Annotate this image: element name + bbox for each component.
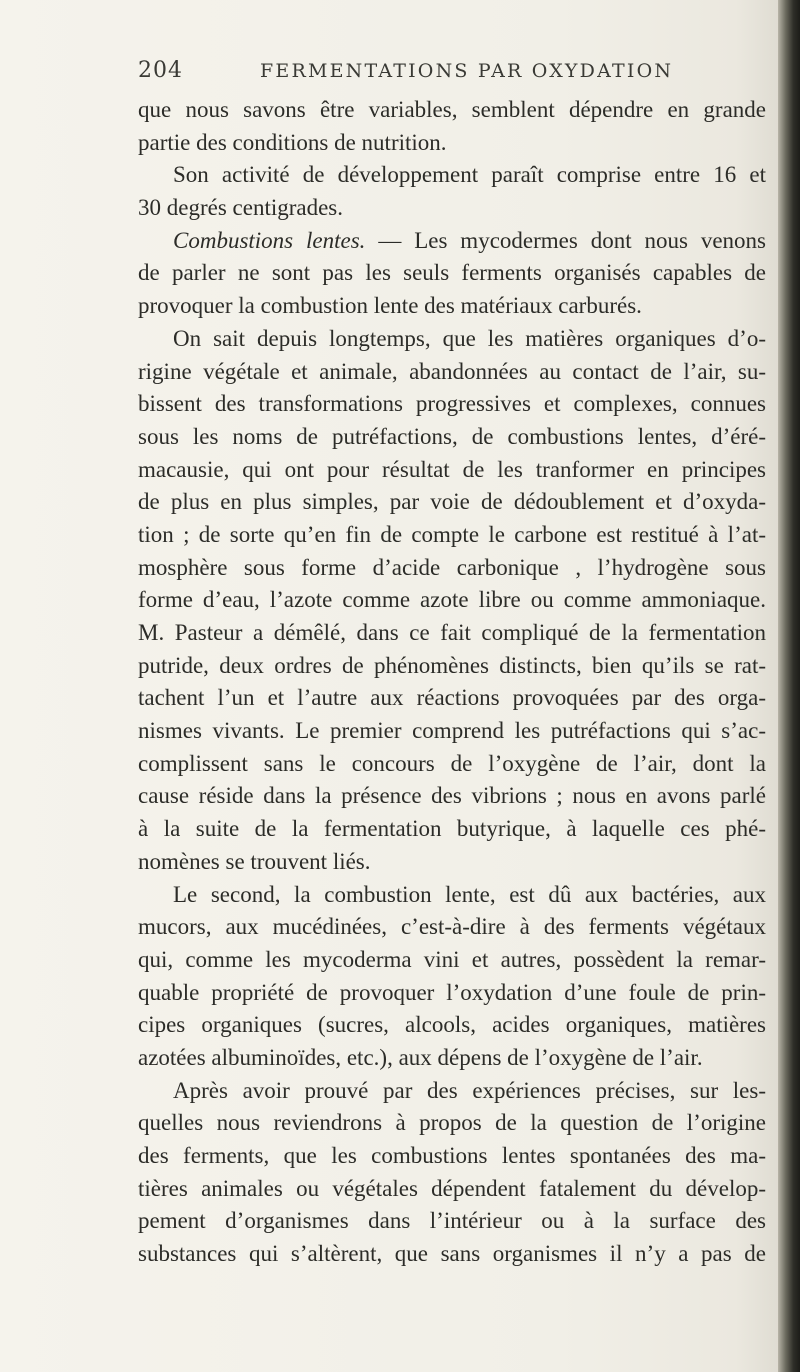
text-line (138, 1042, 766, 1075)
text-line-content: qui, comme les mycoderma vini et autres, possèdent la remar- (138, 946, 766, 972)
text-line (138, 127, 766, 160)
text-line (138, 1075, 766, 1108)
page-number: 204 (138, 58, 183, 83)
text-line (138, 1009, 766, 1042)
running-head: FERMENTATIONS PAR OXYDATION (260, 60, 674, 82)
text-line-content: pement d’organismes dans l’intérieur ou à la surface des (138, 1208, 766, 1234)
text-line-content: quable propriété de provoquer l’oxydation d’une foule de prin- (138, 979, 766, 1005)
text-line (138, 323, 766, 356)
text-line-content: 30 degrés centigrades. (138, 195, 344, 221)
text-line (138, 715, 766, 748)
text-line-content: sous les noms de putréfactions, de combustions lentes, d’éré- (138, 423, 766, 449)
text-line-content: M. Pasteur a démêlé, dans ce fait compliqué de la fermentation (138, 620, 766, 645)
text-line-content: Après avoir prouvé par des expériences précises, sur les- (173, 1077, 766, 1103)
text-line (138, 911, 766, 944)
text-line-content: forme d’eau, l’azote comme azote libre ou comme ammoniaque. (138, 587, 766, 613)
text-line-content: tières animales ou végétales dépendent fatalement du dévelop- (138, 1175, 766, 1201)
text-line (138, 682, 766, 715)
text-line (138, 977, 766, 1010)
text-line-content: partie des conditions de nutrition. (138, 129, 447, 155)
page-header (138, 58, 778, 88)
text-line (138, 454, 766, 487)
text-line-content: substances qui s’altèrent, que sans organismes il n’y a pas de (138, 1241, 766, 1267)
text-line-content: cipes organiques (sucres, alcools, acides organiques, matières (138, 1012, 766, 1038)
text-line (138, 1140, 766, 1173)
text-line (138, 552, 766, 585)
text-line-content: tachent l’un et l’autre aux réactions provoquées par des orga- (138, 685, 766, 711)
text-line (138, 748, 766, 781)
text-line (138, 1205, 766, 1238)
text-line-content: cause réside dans la présence des vibrions ; nous en avons parlé (138, 783, 766, 809)
text-line (138, 650, 766, 683)
text-line-content: azotées albuminoïdes, etc.), aux dépens de l’oxygène de l’air. (138, 1044, 703, 1070)
text-line-content: tion ; de sorte qu’en fin de compte le carbone est restitué à l’at- (138, 521, 766, 547)
text-line-content: de parler ne sont pas les seuls ferments organisés capables de (138, 260, 766, 286)
body-text (138, 94, 766, 1271)
text-line (138, 257, 766, 290)
text-line-content: mucors, aux mucédinées, c’est-à-dire à des ferments végétaux (138, 914, 766, 940)
text-line-content: provoquer la combustion lente des matériaux carburés. (138, 293, 642, 319)
section-heading: Combustions lentes. (173, 227, 366, 253)
text-line-content: à la suite de la fermentation butyrique, à laquelle ces phé- (138, 816, 766, 842)
text-line-content: nomènes se trouvent liés. (138, 848, 371, 874)
text-line (138, 879, 766, 912)
text-line-content: On sait depuis longtemps, que les matières organiques d’o- (173, 325, 766, 351)
text-line-content: que nous savons être variables, semblent dépendre en grande (138, 97, 766, 122)
text-line (138, 225, 766, 258)
text-line (138, 421, 766, 454)
text-line (138, 813, 766, 846)
text-line (138, 519, 766, 552)
text-line (138, 584, 766, 617)
text-line (138, 1107, 766, 1140)
text-line-content: Son activité de développement paraît comprise entre 16 et (173, 162, 766, 188)
text-line (138, 944, 766, 977)
text-line-content: bissent des transformations progressives et complexes, connues (138, 391, 766, 417)
page-edge-shadow (778, 0, 800, 1372)
text-line-content: macausie, qui ont pour résultat de les tranformer en principes (138, 456, 766, 482)
text-line (138, 290, 766, 323)
text-line-content: des ferments, que les combustions lentes spontanées des ma- (138, 1143, 766, 1168)
text-line-content: nismes vivants. Le premier comprend les putréfactions qui s’ac- (138, 718, 766, 744)
text-line (138, 388, 766, 421)
text-line-content: — Les mycodermes dont nous venons (365, 227, 766, 253)
text-line-content: rigine végétale et animale, abandonnées au contact de l’air, su- (138, 358, 766, 384)
text-line (138, 846, 766, 879)
text-line-content: Le second, la combustion lente, est dû aux bactéries, aux (173, 881, 766, 907)
text-line (138, 94, 766, 127)
text-line (138, 1238, 766, 1271)
text-line (138, 1173, 766, 1206)
text-line (138, 486, 766, 519)
text-line (138, 192, 766, 225)
text-line-content: de plus en plus simples, par voie de dédoublement et d’oxyda- (138, 489, 766, 515)
text-line (138, 356, 766, 389)
text-line-content: complissent sans le concours de l’oxygène de l’air, dont la (138, 750, 766, 776)
text-line (138, 159, 766, 192)
text-line-content: putride, deux ordres de phénomènes distincts, bien qu’ils se rat- (138, 652, 766, 678)
text-line (138, 780, 766, 813)
text-line (138, 617, 766, 650)
text-line-content: mosphère sous forme d’acide carbonique , l’hydrogène sous (138, 554, 766, 580)
text-line-content: quelles nous reviendrons à propos de la question de l’origine (138, 1110, 766, 1136)
